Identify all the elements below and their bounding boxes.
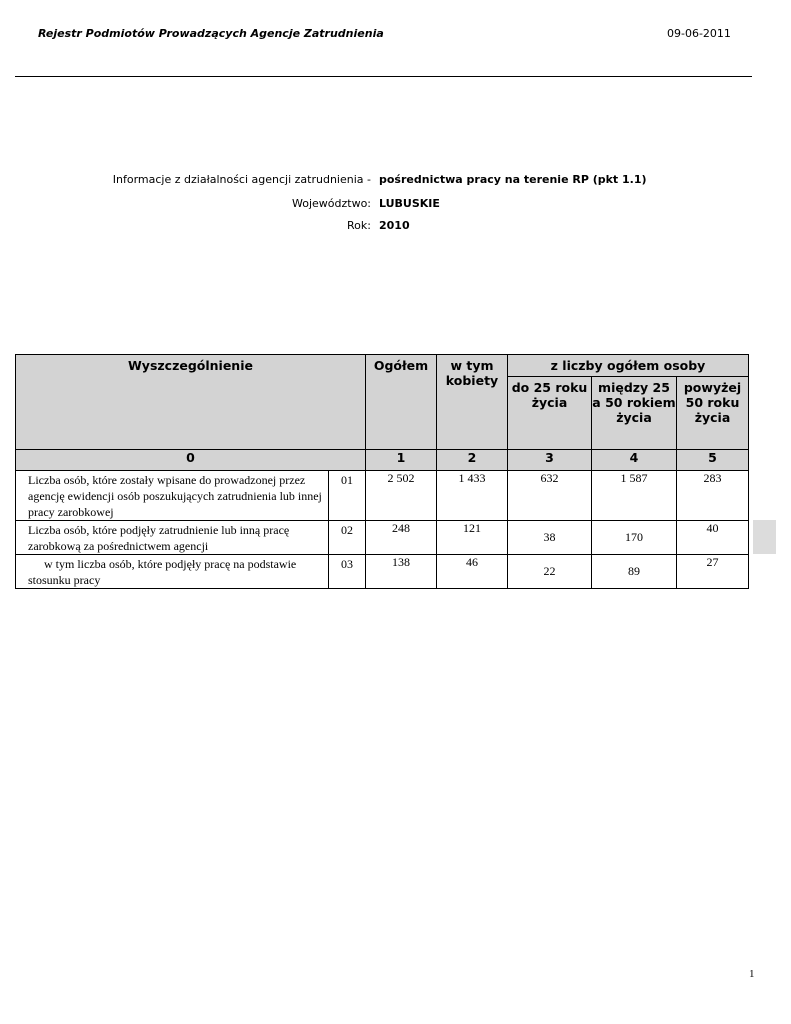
col-number-5: 5: [677, 450, 749, 471]
side-tab-marker: [753, 520, 776, 554]
col-number-0: 0: [16, 450, 366, 471]
row-code: 01: [329, 471, 366, 521]
cell-women: 46: [437, 555, 508, 589]
col-number-4: 4: [592, 450, 677, 471]
page-number: 1: [749, 968, 755, 980]
header-age-under-25: do 25 roku życia: [508, 377, 592, 450]
cell-age-under-25: 38: [508, 521, 592, 555]
row-description: Liczba osób, które podjęły zatrudnienie lub inną pracę zarobkową za pośrednictwem agencji: [16, 521, 329, 555]
col-number-3: 3: [508, 450, 592, 471]
region-label: Województwo:: [291, 197, 371, 210]
col-number-1: 1: [366, 450, 437, 471]
cell-total: 2 502: [366, 471, 437, 521]
table-row: [16, 555, 749, 589]
cell-age-25-50: 89: [592, 555, 677, 589]
cell-age-25-50: 1 587: [592, 471, 677, 521]
header-age-25-50: między 25 a 50 rokiem życia: [592, 377, 677, 450]
cell-age-over-50: 283: [677, 471, 749, 521]
header-age-over-50: powyżej 50 roku życia: [677, 377, 749, 450]
cell-age-over-50: 40: [677, 521, 749, 555]
activity-label: Informacje z działalności agencji zatrudnienia -: [112, 173, 371, 186]
activity-value: pośrednictwa pracy na terenie RP (pkt 1.1): [379, 173, 647, 186]
header-total: Ogółem: [366, 355, 437, 450]
header-women: w tym kobiety: [437, 355, 508, 450]
cell-total: 248: [366, 521, 437, 555]
year-value: 2010: [379, 219, 410, 232]
report-date: 09-06-2011: [667, 27, 731, 40]
header-age-group: z liczby ogółem osoby: [508, 355, 749, 377]
year-label: Rok:: [347, 219, 371, 232]
header-divider: [15, 76, 752, 77]
cell-age-under-25: 632: [508, 471, 592, 521]
col-number-2: 2: [437, 450, 508, 471]
row-description: Liczba osób, które zostały wpisane do prowadzonej przez agencję ewidencji osób poszukujących zatrudnienia lub innej pracy zarobkowej: [16, 471, 329, 521]
table-row: [16, 471, 749, 521]
cell-women: 1 433: [437, 471, 508, 521]
row-description: w tym liczba osób, które podjęły pracę na podstawie stosunku pracy: [16, 555, 329, 589]
cell-age-under-25: 22: [508, 555, 592, 589]
row-code: 02: [329, 521, 366, 555]
row-code: 03: [329, 555, 366, 589]
header-spec: Wyszczególnienie: [16, 355, 366, 450]
cell-age-over-50: 27: [677, 555, 749, 589]
cell-age-25-50: 170: [592, 521, 677, 555]
region-value: LUBUSKIE: [379, 197, 440, 210]
cell-total: 138: [366, 555, 437, 589]
statistics-table: [15, 354, 749, 589]
report-title: Rejestr Podmiotów Prowadzących Agencje Zatrudnienia: [38, 27, 384, 40]
cell-women: 121: [437, 521, 508, 555]
table-row: [16, 521, 749, 555]
